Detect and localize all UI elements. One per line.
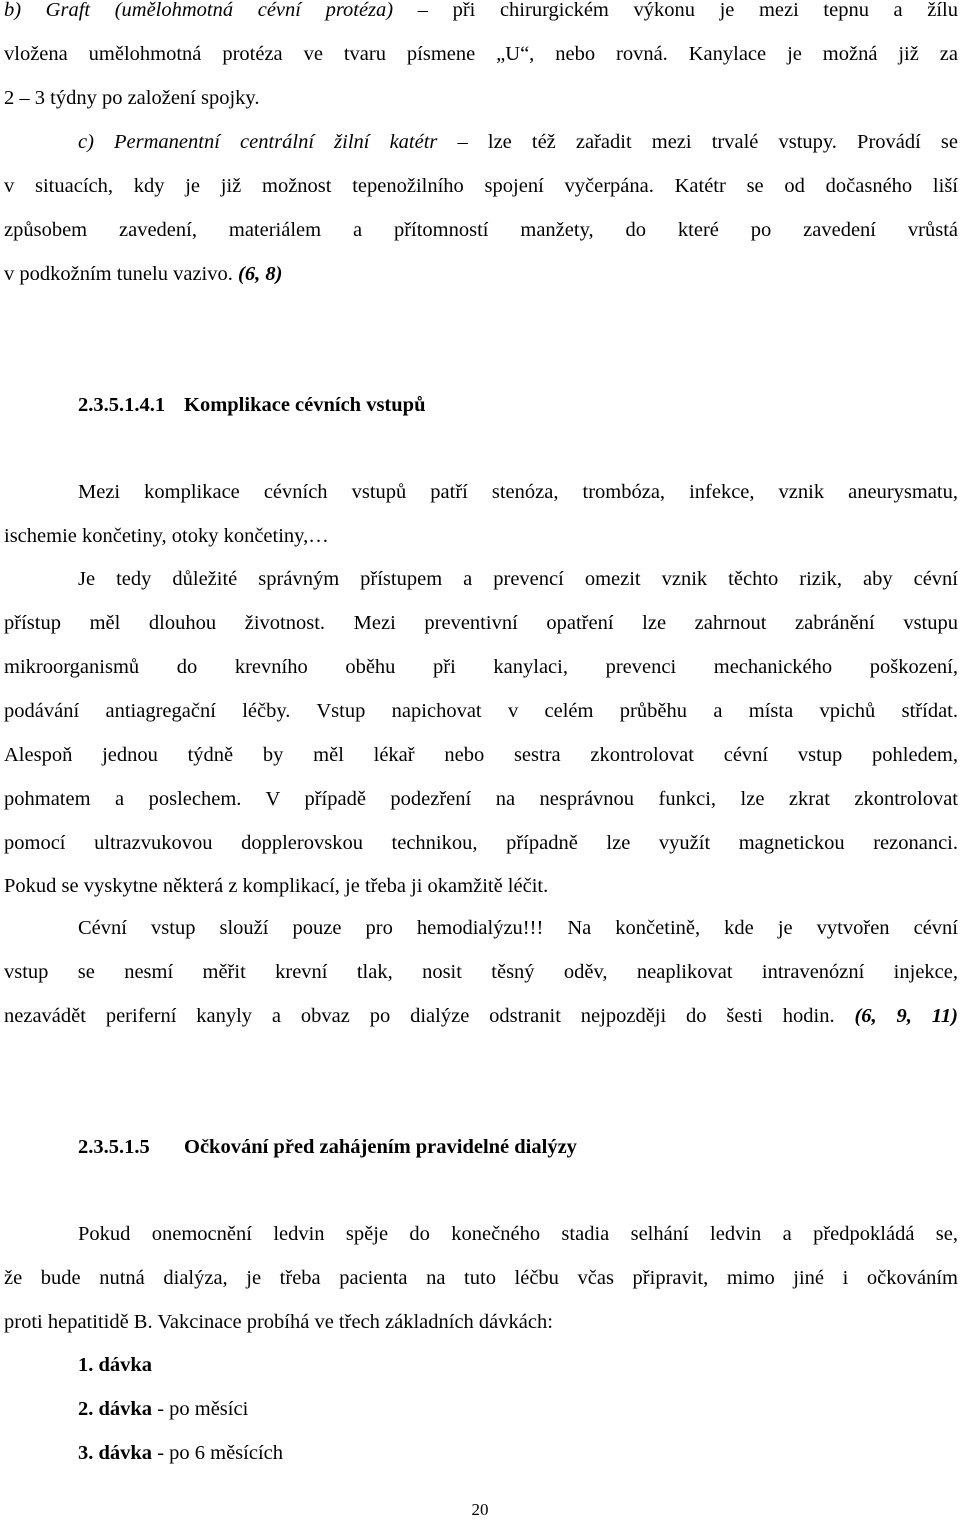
complications-line-2: ischemie končetiny, otoky končetiny,… (4, 525, 329, 547)
complications-reference: (6, 9, 11) (854, 1005, 958, 1027)
complications-line-3: Je tedy důležité správným přístupem a prevencí omezit vznik těchto rizik, aby cévní (78, 568, 958, 590)
dose-label: 1. dávka (78, 1354, 153, 1376)
vaccination-line-3: proti hepatitidě B. Vakcinace probíhá ve třech základních dávkách: (4, 1311, 553, 1333)
dose-list-item (78, 1396, 248, 1422)
complications-line-10: Pokud se vyskytne některá z komplikací, je třeba ji okamžitě léčit. (4, 875, 549, 897)
catheter-definition: – lze též zařadit mezi trvalé vstupy. Provádí se (437, 131, 959, 153)
vaccination-line-1: Pokud onemocnění ledvin spěje do konečného stadia selhání ledvin a předpokládá se, (78, 1223, 958, 1245)
graft-line-1 (4, 0, 958, 23)
complications-line-7: Alespoň jednou týdně by měl lékař nebo sestra zkontrolovat cévní vstup pohledem, (4, 744, 958, 766)
section-title: Komplikace cévních vstupů (184, 394, 426, 416)
complications-line-11: Cévní vstup slouží pouze pro hemodialýzu!!! Na končetině, kde je vytvořen cévní (78, 917, 958, 939)
complications-line-13 (4, 1003, 958, 1029)
dose-list-item (78, 1352, 152, 1378)
vaccination-line-2: že bude nutná dialýza, je třeba pacienta na tuto léčbu včas připravit, mimo jiné i očkováním (4, 1267, 958, 1289)
dose-note: - po měsíci (152, 1398, 249, 1420)
catheter-reference: (6, 8) (238, 263, 283, 285)
section-number: 2.3.5.1.4.1 (78, 394, 166, 416)
complications-line-13-text: nezavádět periferní kanyly a obvaz po dialýze odstranit nejpozději do šesti hodin. (4, 1005, 835, 1027)
dose-label: 3. dávka (78, 1442, 153, 1464)
section-heading-complications (78, 392, 958, 418)
complications-line-4: přístup měl dlouhou životnost. Mezi preventivní opatření lze zahrnout zabránění vstupu (4, 612, 958, 634)
catheter-term: c) Permanentní centrální žilní katétr (78, 131, 438, 153)
catheter-line-2: v situacích, kdy je již možnost tepenožilního spojení vyčerpána. Katétr se od dočasného liší (4, 175, 958, 197)
complications-line-8: pohmatem a poslechem. V případě podezření na nesprávnou funkci, lze zkrat zkontrolovat (4, 788, 958, 810)
complications-line-6: podávání antiagregační léčby. Vstup napichovat v celém průběhu a místa vpichů střídat. (4, 700, 958, 722)
graft-term: b) Graft (umělohmotná cévní protéza) (4, 0, 394, 21)
graft-definition: – při chirurgickém výkonu je mezi tepnu a žílu (393, 0, 958, 21)
complications-line-12: vstup se nesmí měřit krevní tlak, nosit těsný oděv, neaplikovat intravenózní injekce, (4, 961, 958, 983)
section-title: Očkování před zahájením pravidelné dialýzy (184, 1136, 577, 1158)
complications-line-9: pomocí ultrazvukovou dopplerovskou technikou, případně lze využít magnetickou rezonanci. (4, 832, 958, 854)
section-number: 2.3.5.1.5 (78, 1136, 150, 1158)
complications-line-5: mikroorganismů do krevního oběhu při kanylaci, prevenci mechanického poškození, (4, 656, 958, 678)
dose-label: 2. dávka (78, 1398, 153, 1420)
catheter-line-3: způsobem zavedení, materiálem a přítomností manžety, do které po zavedení vrůstá (4, 219, 958, 241)
catheter-line-4-text: v podkožním tunelu vazivo. (4, 263, 233, 285)
dose-note: - po 6 měsících (152, 1442, 284, 1464)
dose-list-item (78, 1440, 283, 1466)
graft-line-3: 2 – 3 týdny po založení spojky. (4, 87, 260, 109)
page-number: 20 (471, 1500, 489, 1519)
section-heading-vaccination (78, 1134, 958, 1160)
graft-line-2: vložena umělohmotná protéza ve tvaru písmene „U“, nebo rovná. Kanylace je možná již za (4, 43, 958, 65)
catheter-line-1 (78, 129, 958, 155)
catheter-line-4 (4, 261, 958, 287)
complications-line-1: Mezi komplikace cévních vstupů patří stenóza, trombóza, infekce, vznik aneurysmatu, (78, 481, 958, 503)
